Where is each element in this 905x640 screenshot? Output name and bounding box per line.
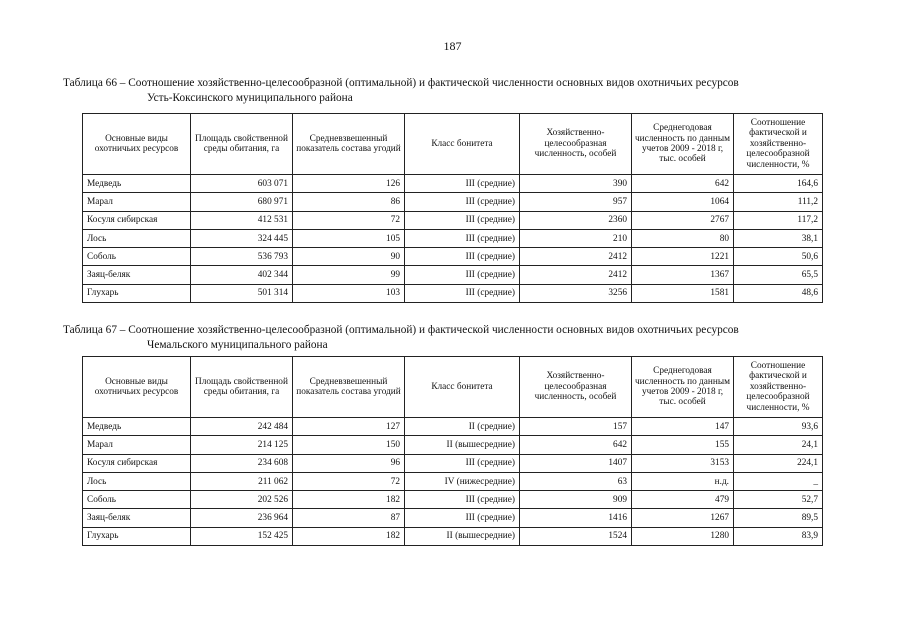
bonitet-class-cell: III (средние) xyxy=(405,211,520,229)
column-header: Хозяйственно-целесообразная численность, особей xyxy=(520,357,632,418)
composition-index-cell: 99 xyxy=(293,266,405,284)
column-header: Среднегодовая численность по данным учетов 2009 - 2018 г, тыс. особей xyxy=(632,357,734,418)
area-cell: 242 484 xyxy=(191,418,293,436)
column-header: Средневзвешенный показатель состава угодий xyxy=(293,114,405,175)
species-cell: Заяц-беляк xyxy=(83,509,191,527)
actual-count-cell: 1581 xyxy=(632,284,734,302)
species-cell: Медведь xyxy=(83,418,191,436)
species-cell: Марал xyxy=(83,193,191,211)
optimal-count-cell: 390 xyxy=(520,175,632,193)
species-cell: Заяц-беляк xyxy=(83,266,191,284)
table-row xyxy=(83,509,823,527)
bonitet-class-cell: III (средние) xyxy=(405,491,520,509)
table-row xyxy=(83,248,823,266)
table-row xyxy=(83,527,823,545)
table-67 xyxy=(82,356,823,546)
area-cell: 536 793 xyxy=(191,248,293,266)
table-header-row xyxy=(83,357,823,418)
composition-index-cell: 103 xyxy=(293,284,405,302)
column-header: Основные виды охотничьих ресурсов xyxy=(83,114,191,175)
bonitet-class-cell: III (средние) xyxy=(405,248,520,266)
bonitet-class-cell: III (средние) xyxy=(405,284,520,302)
table-body xyxy=(83,175,823,303)
table-row xyxy=(83,266,823,284)
area-cell: 236 964 xyxy=(191,509,293,527)
ratio-cell: 111,2 xyxy=(734,193,823,211)
table-66-caption xyxy=(63,76,853,106)
bonitet-class-cell: II (средние) xyxy=(405,418,520,436)
area-cell: 603 071 xyxy=(191,175,293,193)
bonitet-class-cell: III (средние) xyxy=(405,175,520,193)
species-cell: Соболь xyxy=(83,491,191,509)
species-cell: Глухарь xyxy=(83,284,191,302)
table-67-caption xyxy=(63,323,853,353)
column-header: Площадь свойственной среды обитания, га xyxy=(191,114,293,175)
optimal-count-cell: 1524 xyxy=(520,527,632,545)
composition-index-cell: 90 xyxy=(293,248,405,266)
composition-index-cell: 182 xyxy=(293,527,405,545)
column-header: Класс бонитета xyxy=(405,357,520,418)
area-cell: 680 971 xyxy=(191,193,293,211)
composition-index-cell: 72 xyxy=(293,472,405,490)
caption-line: Таблица 66 – Соотношение хозяйственно-целесообразной (оптимальной) и фактической численности основных видов охотничьих ресурсов xyxy=(63,77,739,89)
ratio-cell: 93,6 xyxy=(734,418,823,436)
ratio-cell: 83,9 xyxy=(734,527,823,545)
area-cell: 214 125 xyxy=(191,436,293,454)
species-cell: Лось xyxy=(83,472,191,490)
species-cell: Косуля сибирская xyxy=(83,454,191,472)
bonitet-class-cell: III (средние) xyxy=(405,229,520,247)
actual-count-cell: н.д. xyxy=(632,472,734,490)
bonitet-class-cell: III (средние) xyxy=(405,266,520,284)
ratio-cell: 65,5 xyxy=(734,266,823,284)
bonitet-class-cell: III (средние) xyxy=(405,454,520,472)
composition-index-cell: 126 xyxy=(293,175,405,193)
bonitet-class-cell: III (средние) xyxy=(405,509,520,527)
species-cell: Глухарь xyxy=(83,527,191,545)
column-header: Соотношение фактической и хозяйственно-целесообразной численности, % xyxy=(734,357,823,418)
ratio-cell: 52,7 xyxy=(734,491,823,509)
species-cell: Косуля сибирская xyxy=(83,211,191,229)
table-row xyxy=(83,472,823,490)
table-row xyxy=(83,211,823,229)
column-header: Средневзвешенный показатель состава угодий xyxy=(293,357,405,418)
table-row xyxy=(83,418,823,436)
bonitet-class-cell: IV (нижесредние) xyxy=(405,472,520,490)
composition-index-cell: 96 xyxy=(293,454,405,472)
column-header: Класс бонитета xyxy=(405,114,520,175)
bonitet-class-cell: II (вышесредние) xyxy=(405,527,520,545)
ratio-cell: 89,5 xyxy=(734,509,823,527)
area-cell: 412 531 xyxy=(191,211,293,229)
composition-index-cell: 182 xyxy=(293,491,405,509)
table-row xyxy=(83,284,823,302)
table-row xyxy=(83,193,823,211)
species-cell: Лось xyxy=(83,229,191,247)
composition-index-cell: 87 xyxy=(293,509,405,527)
area-cell: 324 445 xyxy=(191,229,293,247)
ratio-cell: 50,6 xyxy=(734,248,823,266)
column-header: Соотношение фактической и хозяйственно-целесообразной численности, % xyxy=(734,114,823,175)
actual-count-cell: 1280 xyxy=(632,527,734,545)
table-row xyxy=(83,175,823,193)
actual-count-cell: 147 xyxy=(632,418,734,436)
actual-count-cell: 479 xyxy=(632,491,734,509)
optimal-count-cell: 909 xyxy=(520,491,632,509)
column-header: Площадь свойственной среды обитания, га xyxy=(191,357,293,418)
table-header-row xyxy=(83,114,823,175)
actual-count-cell: 1221 xyxy=(632,248,734,266)
optimal-count-cell: 63 xyxy=(520,472,632,490)
table-row xyxy=(83,491,823,509)
page-number: 187 xyxy=(443,39,462,53)
optimal-count-cell: 157 xyxy=(520,418,632,436)
actual-count-cell: 2767 xyxy=(632,211,734,229)
actual-count-cell: 80 xyxy=(632,229,734,247)
optimal-count-cell: 3256 xyxy=(520,284,632,302)
ratio-cell: 224,1 xyxy=(734,454,823,472)
optimal-count-cell: 2412 xyxy=(520,266,632,284)
actual-count-cell: 1064 xyxy=(632,193,734,211)
species-cell: Марал xyxy=(83,436,191,454)
table-row xyxy=(83,229,823,247)
table-row xyxy=(83,454,823,472)
area-cell: 234 608 xyxy=(191,454,293,472)
ratio-cell: 24,1 xyxy=(734,436,823,454)
actual-count-cell: 1367 xyxy=(632,266,734,284)
caption-line: Таблица 67 – Соотношение хозяйственно-целесообразной (оптимальной) и фактической численности основных видов охотничьих ресурсов xyxy=(63,324,739,336)
optimal-count-cell: 957 xyxy=(520,193,632,211)
caption-line: Чемальского муниципального района xyxy=(147,339,328,351)
optimal-count-cell: 642 xyxy=(520,436,632,454)
ratio-cell: 164,6 xyxy=(734,175,823,193)
ratio-cell: _ xyxy=(734,472,823,490)
area-cell: 152 425 xyxy=(191,527,293,545)
species-cell: Соболь xyxy=(83,248,191,266)
area-cell: 202 526 xyxy=(191,491,293,509)
area-cell: 402 344 xyxy=(191,266,293,284)
composition-index-cell: 72 xyxy=(293,211,405,229)
actual-count-cell: 642 xyxy=(632,175,734,193)
composition-index-cell: 86 xyxy=(293,193,405,211)
column-header: Основные виды охотничьих ресурсов xyxy=(83,357,191,418)
column-header: Хозяйственно-целесообразная численность, особей xyxy=(520,114,632,175)
column-header: Среднегодовая численность по данным учетов 2009 - 2018 г, тыс. особей xyxy=(632,114,734,175)
area-cell: 211 062 xyxy=(191,472,293,490)
table-66 xyxy=(82,113,823,303)
table-body xyxy=(83,418,823,546)
optimal-count-cell: 1416 xyxy=(520,509,632,527)
ratio-cell: 48,6 xyxy=(734,284,823,302)
bonitet-class-cell: III (средние) xyxy=(405,193,520,211)
caption-line: Усть-Коксинского муниципального района xyxy=(147,92,353,104)
ratio-cell: 38,1 xyxy=(734,229,823,247)
table-row xyxy=(83,436,823,454)
composition-index-cell: 150 xyxy=(293,436,405,454)
composition-index-cell: 127 xyxy=(293,418,405,436)
actual-count-cell: 1267 xyxy=(632,509,734,527)
optimal-count-cell: 2360 xyxy=(520,211,632,229)
composition-index-cell: 105 xyxy=(293,229,405,247)
species-cell: Медведь xyxy=(83,175,191,193)
bonitet-class-cell: II (вышесредние) xyxy=(405,436,520,454)
optimal-count-cell: 1407 xyxy=(520,454,632,472)
ratio-cell: 117,2 xyxy=(734,211,823,229)
actual-count-cell: 155 xyxy=(632,436,734,454)
optimal-count-cell: 210 xyxy=(520,229,632,247)
area-cell: 501 314 xyxy=(191,284,293,302)
actual-count-cell: 3153 xyxy=(632,454,734,472)
optimal-count-cell: 2412 xyxy=(520,248,632,266)
